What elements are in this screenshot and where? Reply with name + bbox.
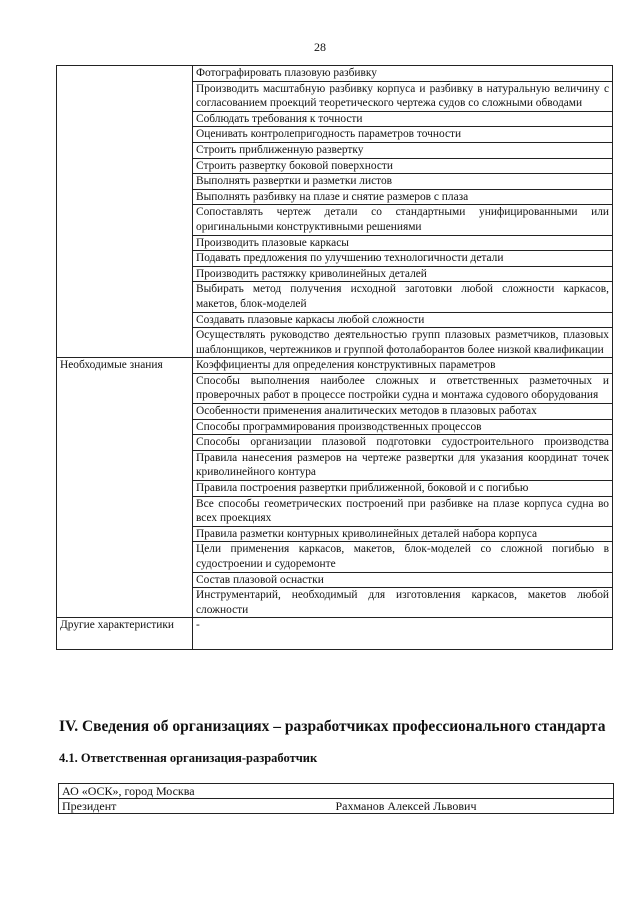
table-row (57, 618, 613, 650)
organization-name: АО «ОСК», город Москва (59, 784, 614, 799)
other-label: Другие характеристики (57, 618, 193, 650)
skill-item: Сопоставлять чертеж детали со стандартными унифицированными или оригинальными конструктивными решениями (193, 205, 613, 235)
other-value: - (193, 618, 613, 650)
skill-item: Создавать плазовые каркасы любой сложности (193, 312, 613, 328)
table-row (57, 66, 613, 82)
knowledge-item: Особенности применения аналитических методов в плазовых работах (193, 404, 613, 420)
skill-item: Строить приближенную развертку (193, 142, 613, 158)
knowledge-item: Способы выполнения наиболее сложных и ответственных разметочных и проверочных работ в процессе постройки судна и монтажа судового оборудования (193, 373, 613, 403)
knowledge-item: Правила нанесения размеров на чертеже развертки для указания координат точек криволинейного контура (193, 450, 613, 480)
skills-label-cell (57, 66, 193, 358)
table-row (59, 784, 614, 799)
knowledge-item: Состав плазовой оснастки (193, 572, 613, 588)
organization-person: Рахманов Алексей Львович (336, 799, 614, 814)
subsection-title: 4.1. Ответственная организация-разработчик (59, 751, 318, 765)
knowledge-label: Необходимые знания (57, 358, 193, 618)
skill-item: Выполнять разбивку на плазе и снятие размеров с плаза (193, 189, 613, 205)
skill-item: Строить развертку боковой поверхности (193, 158, 613, 174)
skill-item: Оценивать контролепригодность параметров точности (193, 127, 613, 143)
section-title: IV. Сведения об организациях – разработчиках профессионального стандарта (59, 718, 606, 735)
skill-item: Производить масштабную разбивку корпуса и разбивку в натуральную величину с согласованием проекций теоретического чертежа судов со сложными обводами (193, 81, 613, 111)
organization-table (58, 783, 614, 814)
skill-item: Производить плазовые каркасы (193, 235, 613, 251)
knowledge-item: Правила разметки контурных криволинейных деталей набора корпуса (193, 526, 613, 542)
standard-table (56, 65, 613, 650)
skill-item: Производить растяжку криволинейных деталей (193, 266, 613, 282)
table-row (57, 358, 613, 374)
knowledge-item: Коэффициенты для определения конструктивных параметров (193, 358, 613, 374)
knowledge-item: Инструментарий, необходимый для изготовления каркасов, макетов любой сложности (193, 588, 613, 618)
skill-item: Выбирать метод получения исходной заготовки любой сложности каркасов, макетов, блок-моделей (193, 282, 613, 312)
knowledge-item: Цели применения каркасов, макетов, блок-моделей со сложной погибью в судостроении и судоремонте (193, 542, 613, 572)
skill-item: Выполнять развертки и разметки листов (193, 174, 613, 190)
skill-item: Осуществлять руководство деятельностью групп плазовых разметчиков, плазовых шаблонщиков, чертежников и группой фотолаборантов более низкой квалификации (193, 328, 613, 358)
skill-item: Фотографировать плазовую разбивку (193, 66, 613, 82)
knowledge-item: Правила построения развертки приближенной, боковой и с погибью (193, 481, 613, 497)
knowledge-item: Все способы геометрических построений при разбивке на плазе корпуса судна во всех проекциях (193, 496, 613, 526)
table-row (59, 799, 614, 814)
knowledge-item: Способы организации плазовой подготовки судостроительного производства (193, 435, 613, 451)
knowledge-item: Способы программирования производственных процессов (193, 419, 613, 435)
skill-item: Подавать предложения по улучшению технологичности детали (193, 251, 613, 267)
skill-item: Соблюдать требования к точности (193, 111, 613, 127)
page-number: 28 (314, 40, 326, 54)
organization-position: Президент (59, 799, 336, 814)
